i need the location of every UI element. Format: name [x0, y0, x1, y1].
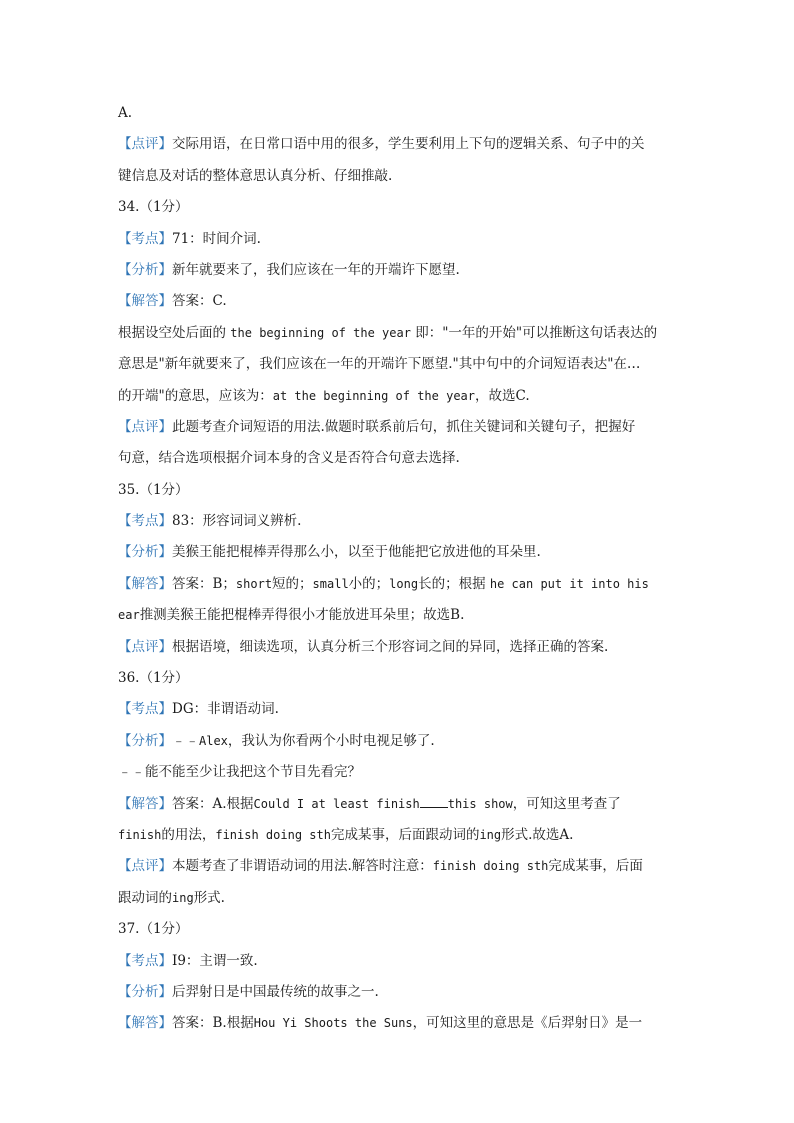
text-line [118, 443, 678, 474]
text-segment: 答案：B.根据 [172, 1015, 254, 1032]
section-tag: 【分析】 [118, 732, 172, 749]
text-segment: 的用法， [161, 826, 216, 843]
text-line [118, 757, 678, 788]
section-tag: 【点评】 [118, 858, 172, 875]
text-line [118, 820, 678, 851]
section-tag: 【考点】 [118, 513, 172, 530]
text-line [118, 537, 678, 568]
text-line [118, 224, 678, 255]
section-tag: 【解答】 [118, 795, 172, 812]
text-segment: I9：主谓一致. [172, 952, 258, 969]
text-segment: 根据设空处后面的 [118, 324, 231, 341]
section-tag: 【考点】 [118, 952, 172, 969]
english-text: short [235, 576, 273, 591]
answer-blank [420, 795, 448, 808]
text-line [118, 914, 678, 945]
text-segment: 71：时间介词. [172, 230, 261, 247]
english-text: finish doing sth [432, 859, 549, 874]
text-line [118, 192, 678, 223]
text-line [118, 977, 678, 1008]
text-segment: DG：非谓语动词. [172, 701, 279, 718]
english-text: Hou Yi Shoots the Suns [253, 1016, 413, 1031]
text-segment: 根据语境，细读选项，认真分析三个形容词之间的异同，选择正确的答案. [172, 638, 609, 655]
text-segment: 83：形容词词义辨析. [172, 513, 302, 530]
section-tag: 【分析】 [118, 544, 172, 561]
text-line [118, 851, 678, 882]
text-segment: 即："一年的开始"可以推断这句话表达的 [410, 324, 658, 341]
text-segment: 意思是"新年就要来了，我们应该在一年的开端许下愿望."其中句中的介词短语表达"在… [118, 356, 641, 373]
english-text: the beginning of the year [230, 325, 411, 340]
section-tag: 【解答】 [118, 1015, 172, 1032]
text-line [118, 161, 678, 192]
section-tag: 【考点】 [118, 701, 172, 718]
english-text: finish doing sth [215, 827, 331, 842]
text-line [118, 381, 678, 412]
text-line [118, 129, 678, 160]
text-line [118, 663, 678, 694]
text-segment: ，可知这里考查了 [512, 795, 621, 812]
section-tag: 【分析】 [118, 983, 172, 1000]
text-line [118, 318, 678, 349]
text-line [118, 789, 678, 820]
text-segment: ﹣﹣ [172, 732, 199, 749]
text-segment: 形式.故选A. [501, 826, 574, 843]
text-segment: 跟动词的 [118, 889, 172, 906]
text-line [118, 98, 678, 129]
text-segment: 答案：B； [172, 575, 236, 592]
english-text: he can put it into his [489, 576, 649, 591]
text-segment: 形式. [193, 889, 225, 906]
text-segment: 美猴王能把棍棒弄得那么小，以至于他能把它放进他的耳朵里. [172, 544, 541, 561]
english-text: long [389, 576, 419, 591]
text-line [118, 506, 678, 537]
text-line [118, 349, 678, 380]
text-line [118, 286, 678, 317]
english-text: ing [172, 890, 194, 905]
text-line [118, 694, 678, 725]
text-segment: 37.（1分） [118, 921, 189, 938]
section-tag: 【点评】 [118, 418, 172, 435]
english-text: at the beginning of the year [272, 388, 476, 403]
english-text: this show [447, 796, 513, 811]
text-segment: ﹣﹣能不能至少让我把这个节目先看完？ [118, 764, 361, 781]
text-segment: 答案：A.根据 [172, 795, 254, 812]
section-tag: 【分析】 [118, 261, 172, 278]
text-segment: 34.（1分） [118, 199, 189, 216]
text-segment: 交际用语，在日常口语中用的很多，学生要利用上下句的逻辑关系、句子中的关 [172, 136, 645, 153]
text-line [118, 255, 678, 286]
text-segment: ，故选C. [475, 387, 530, 404]
section-tag: 【解答】 [118, 575, 172, 592]
english-text: Could I at least finish [253, 796, 420, 811]
text-segment: 小的； [348, 575, 390, 592]
text-line [118, 632, 678, 663]
text-line [118, 883, 678, 914]
text-segment: 36.（1分） [118, 670, 189, 687]
text-line [118, 946, 678, 977]
section-tag: 【点评】 [118, 136, 172, 153]
section-tag: 【解答】 [118, 293, 172, 310]
english-text: Alex [199, 733, 228, 748]
text-segment: 答案：C. [172, 293, 227, 310]
text-segment: 句意，结合选项根据介词本身的含义是否符合句意去选择. [118, 450, 460, 467]
text-segment: 完成某事，后面跟动词的 [330, 826, 480, 843]
english-text: ear [118, 608, 140, 623]
text-segment: 35.（1分） [118, 481, 189, 498]
english-text: ing [479, 827, 502, 842]
text-line [118, 475, 678, 506]
text-segment: 短的； [272, 575, 313, 592]
text-segment: 完成某事，后面 [548, 858, 643, 875]
text-segment: 的开端"的意思，应该为： [118, 387, 273, 404]
text-segment: 推测美猴王能把棍棒弄得很小才能放进耳朵里；故选B. [139, 607, 465, 624]
text-line [118, 726, 678, 757]
english-text: finish [118, 827, 162, 842]
section-tag: 【考点】 [118, 230, 172, 247]
text-segment: 后羿射日是中国最传统的故事之一. [172, 983, 379, 1000]
text-line [118, 569, 678, 600]
document-page [118, 98, 678, 1040]
text-segment: 新年就要来了，我们应该在一年的开端许下愿望. [172, 261, 460, 278]
text-segment: A. [118, 105, 133, 121]
text-segment: 此题考查介词短语的用法.做题时联系前后句，抓住关键词和关键句子，把握好 [172, 418, 636, 435]
text-line [118, 600, 678, 631]
text-line [118, 1008, 678, 1039]
text-segment: 键信息及对话的整体意思认真分析、仔细推敲. [118, 167, 393, 184]
text-segment: ，我认为你看两个小时电视足够了. [227, 732, 435, 749]
text-segment: ，可知这里的意思是《后羿射日》是一 [412, 1015, 643, 1032]
text-segment: 本题考查了非谓语动词的用法.解答时注意： [172, 858, 433, 875]
text-segment: 长的；根据 [418, 575, 490, 592]
english-text: small [312, 576, 349, 591]
section-tag: 【点评】 [118, 638, 172, 655]
text-line [118, 412, 678, 443]
